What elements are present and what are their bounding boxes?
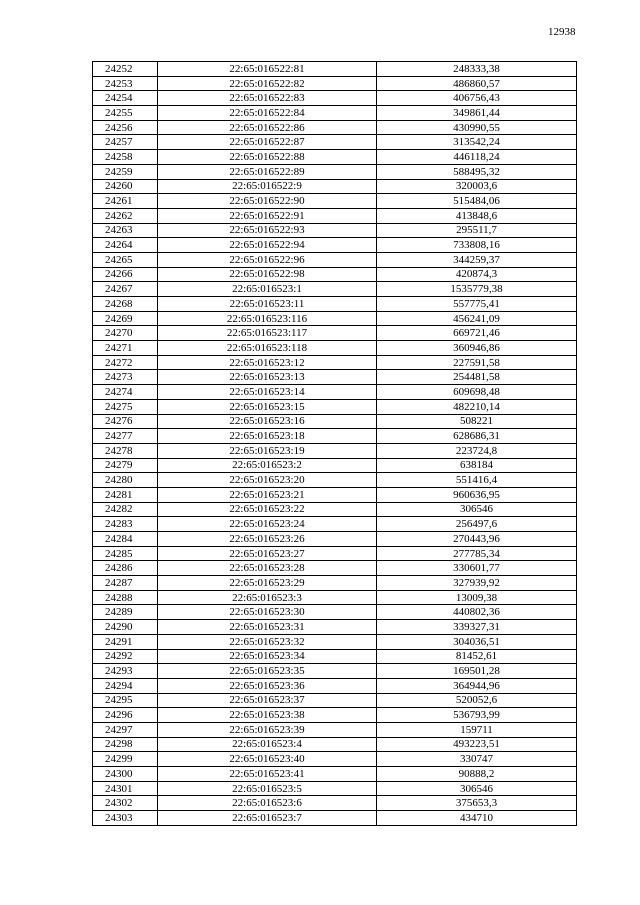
table-row	[93, 678, 577, 693]
row-number-cell: 24289	[93, 605, 158, 620]
row-number-cell: 24269	[93, 311, 158, 326]
row-number-cell: 24283	[93, 517, 158, 532]
value-cell: 344259,37	[377, 252, 577, 267]
row-number-cell: 24273	[93, 370, 158, 385]
value-cell: 330747	[377, 752, 577, 767]
table-row	[93, 223, 577, 238]
value-cell: 277785,34	[377, 546, 577, 561]
table-row	[93, 297, 577, 312]
value-cell: 159711	[377, 722, 577, 737]
value-cell: 248333,38	[377, 62, 577, 77]
table-row	[93, 267, 577, 282]
value-cell: 493223,51	[377, 737, 577, 752]
table-row	[93, 620, 577, 635]
value-cell: 638184	[377, 458, 577, 473]
row-number-cell: 24264	[93, 238, 158, 253]
row-number-cell: 24280	[93, 473, 158, 488]
row-number-cell: 24254	[93, 91, 158, 106]
table-row	[93, 311, 577, 326]
row-number-cell: 24277	[93, 429, 158, 444]
cadastral-number-cell: 22:65:016523:21	[158, 487, 377, 502]
register-table	[92, 61, 577, 826]
row-number-cell: 24256	[93, 120, 158, 135]
cadastral-number-cell: 22:65:016522:81	[158, 62, 377, 77]
table-body	[93, 62, 577, 826]
cadastral-number-cell: 22:65:016523:35	[158, 664, 377, 679]
table-row	[93, 517, 577, 532]
cadastral-number-cell: 22:65:016523:118	[158, 341, 377, 356]
value-cell: 420874,3	[377, 267, 577, 282]
cadastral-number-cell: 22:65:016522:96	[158, 252, 377, 267]
table-row	[93, 781, 577, 796]
value-cell: 313542,24	[377, 135, 577, 150]
row-number-cell: 24265	[93, 252, 158, 267]
value-cell: 339327,31	[377, 620, 577, 635]
cadastral-number-cell: 22:65:016523:31	[158, 620, 377, 635]
cadastral-number-cell: 22:65:016523:26	[158, 532, 377, 547]
table-row	[93, 693, 577, 708]
row-number-cell: 24262	[93, 208, 158, 223]
table-row	[93, 238, 577, 253]
value-cell: 306546	[377, 781, 577, 796]
cadastral-number-cell: 22:65:016523:1	[158, 282, 377, 297]
cadastral-number-cell: 22:65:016523:24	[158, 517, 377, 532]
cadastral-number-cell: 22:65:016523:34	[158, 649, 377, 664]
value-cell: 520052,6	[377, 693, 577, 708]
table-row	[93, 532, 577, 547]
table-row	[93, 355, 577, 370]
row-number-cell: 24261	[93, 194, 158, 209]
row-number-cell: 24268	[93, 297, 158, 312]
value-cell: 482210,14	[377, 399, 577, 414]
cadastral-number-cell: 22:65:016522:98	[158, 267, 377, 282]
cadastral-number-cell: 22:65:016522:87	[158, 135, 377, 150]
cadastral-number-cell: 22:65:016523:116	[158, 311, 377, 326]
table-row	[93, 796, 577, 811]
value-cell: 306546	[377, 502, 577, 517]
value-cell: 254481,58	[377, 370, 577, 385]
table-row	[93, 91, 577, 106]
cadastral-number-cell: 22:65:016523:13	[158, 370, 377, 385]
value-cell: 327939,92	[377, 576, 577, 591]
table-row	[93, 164, 577, 179]
cadastral-number-cell: 22:65:016523:2	[158, 458, 377, 473]
table-row	[93, 811, 577, 826]
row-number-cell: 24272	[93, 355, 158, 370]
row-number-cell: 24271	[93, 341, 158, 356]
row-number-cell: 24257	[93, 135, 158, 150]
table-row	[93, 341, 577, 356]
table-row	[93, 737, 577, 752]
table-row	[93, 120, 577, 135]
table-row	[93, 576, 577, 591]
value-cell: 375653,3	[377, 796, 577, 811]
row-number-cell: 24294	[93, 678, 158, 693]
value-cell: 364944,96	[377, 678, 577, 693]
cadastral-number-cell: 22:65:016523:27	[158, 546, 377, 561]
table-row	[93, 370, 577, 385]
cadastral-number-cell: 22:65:016523:15	[158, 399, 377, 414]
value-cell: 669721,46	[377, 326, 577, 341]
table-row	[93, 458, 577, 473]
row-number-cell: 24299	[93, 752, 158, 767]
value-cell: 295511,7	[377, 223, 577, 238]
table-row	[93, 634, 577, 649]
cadastral-number-cell: 22:65:016523:37	[158, 693, 377, 708]
value-cell: 960636,95	[377, 487, 577, 502]
table-row	[93, 546, 577, 561]
cadastral-number-cell: 22:65:016522:90	[158, 194, 377, 209]
row-number-cell: 24291	[93, 634, 158, 649]
cadastral-number-cell: 22:65:016523:117	[158, 326, 377, 341]
table-row	[93, 282, 577, 297]
cadastral-number-cell: 22:65:016523:14	[158, 385, 377, 400]
value-cell: 227591,58	[377, 355, 577, 370]
row-number-cell: 24285	[93, 546, 158, 561]
cadastral-number-cell: 22:65:016523:39	[158, 722, 377, 737]
table-row	[93, 135, 577, 150]
row-number-cell: 24303	[93, 811, 158, 826]
row-number-cell: 24275	[93, 399, 158, 414]
value-cell: 733808,16	[377, 238, 577, 253]
table-row	[93, 194, 577, 209]
table-row	[93, 664, 577, 679]
table-row	[93, 561, 577, 576]
table-row	[93, 429, 577, 444]
value-cell: 588495,32	[377, 164, 577, 179]
table-row	[93, 106, 577, 121]
row-number-cell: 24274	[93, 385, 158, 400]
value-cell: 90888,2	[377, 767, 577, 782]
value-cell: 81452,61	[377, 649, 577, 664]
value-cell: 349861,44	[377, 106, 577, 121]
cadastral-number-cell: 22:65:016523:18	[158, 429, 377, 444]
row-number-cell: 24286	[93, 561, 158, 576]
row-number-cell: 24276	[93, 414, 158, 429]
table-row	[93, 649, 577, 664]
value-cell: 515484,06	[377, 194, 577, 209]
value-cell: 508221	[377, 414, 577, 429]
table-row	[93, 326, 577, 341]
cadastral-number-cell: 22:65:016522:83	[158, 91, 377, 106]
row-number-cell: 24252	[93, 62, 158, 77]
cadastral-number-cell: 22:65:016523:3	[158, 590, 377, 605]
cadastral-number-cell: 22:65:016522:9	[158, 179, 377, 194]
cadastral-number-cell: 22:65:016523:41	[158, 767, 377, 782]
table-row	[93, 473, 577, 488]
table-row	[93, 722, 577, 737]
cadastral-number-cell: 22:65:016523:16	[158, 414, 377, 429]
value-cell: 360946,86	[377, 341, 577, 356]
value-cell: 486860,57	[377, 76, 577, 91]
row-number-cell: 24300	[93, 767, 158, 782]
row-number-cell: 24270	[93, 326, 158, 341]
table-row	[93, 62, 577, 77]
row-number-cell: 24259	[93, 164, 158, 179]
value-cell: 304036,51	[377, 634, 577, 649]
cadastral-number-cell: 22:65:016523:12	[158, 355, 377, 370]
value-cell: 430990,55	[377, 120, 577, 135]
value-cell: 169501,28	[377, 664, 577, 679]
row-number-cell: 24295	[93, 693, 158, 708]
value-cell: 413848,6	[377, 208, 577, 223]
row-number-cell: 24253	[93, 76, 158, 91]
cadastral-number-cell: 22:65:016523:7	[158, 811, 377, 826]
cadastral-number-cell: 22:65:016523:20	[158, 473, 377, 488]
cadastral-number-cell: 22:65:016523:40	[158, 752, 377, 767]
cadastral-number-cell: 22:65:016522:93	[158, 223, 377, 238]
cadastral-number-cell: 22:65:016522:88	[158, 150, 377, 165]
row-number-cell: 24302	[93, 796, 158, 811]
row-number-cell: 24298	[93, 737, 158, 752]
table-row	[93, 208, 577, 223]
table-row	[93, 487, 577, 502]
row-number-cell: 24296	[93, 708, 158, 723]
value-cell: 628686,31	[377, 429, 577, 444]
table-row	[93, 385, 577, 400]
value-cell: 13009,38	[377, 590, 577, 605]
value-cell: 270443,96	[377, 532, 577, 547]
row-number-cell: 24297	[93, 722, 158, 737]
value-cell: 536793,99	[377, 708, 577, 723]
cadastral-number-cell: 22:65:016523:36	[158, 678, 377, 693]
value-cell: 330601,77	[377, 561, 577, 576]
table-row	[93, 590, 577, 605]
value-cell: 406756,43	[377, 91, 577, 106]
row-number-cell: 24284	[93, 532, 158, 547]
row-number-cell: 24263	[93, 223, 158, 238]
cadastral-number-cell: 22:65:016523:32	[158, 634, 377, 649]
table-row	[93, 399, 577, 414]
value-cell: 1535779,38	[377, 282, 577, 297]
cadastral-number-cell: 22:65:016522:89	[158, 164, 377, 179]
table-row	[93, 252, 577, 267]
cadastral-number-cell: 22:65:016522:94	[158, 238, 377, 253]
cadastral-number-cell: 22:65:016523:6	[158, 796, 377, 811]
page-number: 12938	[548, 26, 576, 38]
row-number-cell: 24288	[93, 590, 158, 605]
row-number-cell: 24292	[93, 649, 158, 664]
value-cell: 446118,24	[377, 150, 577, 165]
value-cell: 557775,41	[377, 297, 577, 312]
row-number-cell: 24301	[93, 781, 158, 796]
row-number-cell: 24290	[93, 620, 158, 635]
cadastral-number-cell: 22:65:016523:5	[158, 781, 377, 796]
cadastral-number-cell: 22:65:016522:91	[158, 208, 377, 223]
cadastral-number-cell: 22:65:016523:19	[158, 443, 377, 458]
row-number-cell: 24282	[93, 502, 158, 517]
cadastral-number-cell: 22:65:016523:22	[158, 502, 377, 517]
row-number-cell: 24258	[93, 150, 158, 165]
table-row	[93, 708, 577, 723]
cadastral-number-cell: 22:65:016523:38	[158, 708, 377, 723]
cadastral-number-cell: 22:65:016522:86	[158, 120, 377, 135]
cadastral-number-cell: 22:65:016523:29	[158, 576, 377, 591]
cadastral-number-cell: 22:65:016522:82	[158, 76, 377, 91]
cadastral-number-cell: 22:65:016523:30	[158, 605, 377, 620]
table-row	[93, 150, 577, 165]
value-cell: 223724,8	[377, 443, 577, 458]
table-row	[93, 502, 577, 517]
row-number-cell: 24287	[93, 576, 158, 591]
value-cell: 609698,48	[377, 385, 577, 400]
row-number-cell: 24293	[93, 664, 158, 679]
value-cell: 551416,4	[377, 473, 577, 488]
cadastral-number-cell: 22:65:016523:11	[158, 297, 377, 312]
value-cell: 440802,36	[377, 605, 577, 620]
row-number-cell: 24278	[93, 443, 158, 458]
table-row	[93, 414, 577, 429]
table-row	[93, 767, 577, 782]
row-number-cell: 24267	[93, 282, 158, 297]
table-row	[93, 179, 577, 194]
value-cell: 320003,6	[377, 179, 577, 194]
value-cell: 434710	[377, 811, 577, 826]
cadastral-number-cell: 22:65:016523:4	[158, 737, 377, 752]
table-row	[93, 605, 577, 620]
row-number-cell: 24260	[93, 179, 158, 194]
value-cell: 256497,6	[377, 517, 577, 532]
cadastral-number-cell: 22:65:016522:84	[158, 106, 377, 121]
value-cell: 456241,09	[377, 311, 577, 326]
cadastral-number-cell: 22:65:016523:28	[158, 561, 377, 576]
row-number-cell: 24266	[93, 267, 158, 282]
row-number-cell: 24281	[93, 487, 158, 502]
row-number-cell: 24255	[93, 106, 158, 121]
table-row	[93, 443, 577, 458]
row-number-cell: 24279	[93, 458, 158, 473]
table-row	[93, 76, 577, 91]
table-row	[93, 752, 577, 767]
